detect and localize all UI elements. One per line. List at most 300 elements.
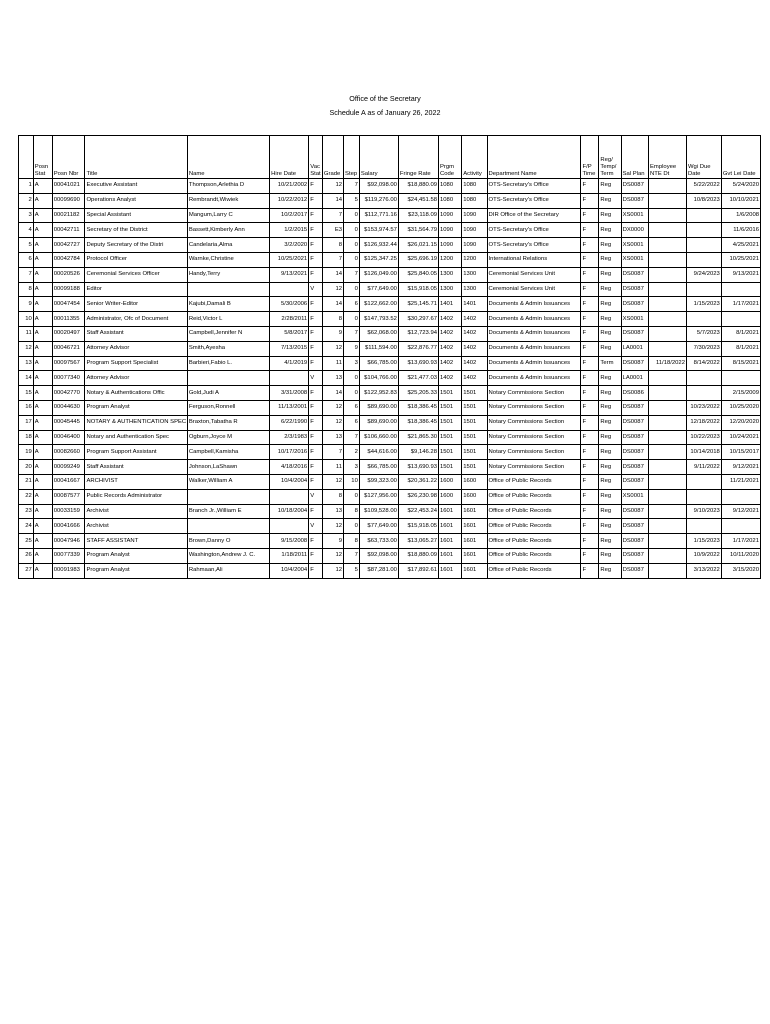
table-cell: A — [33, 238, 52, 253]
table-cell: 3 — [19, 208, 34, 223]
table-cell: F — [581, 430, 599, 445]
table-cell: F — [581, 208, 599, 223]
table-cell: 5 — [344, 193, 360, 208]
table-cell: F — [581, 548, 599, 563]
table-cell: DS0087 — [621, 415, 648, 430]
table-cell: Reg — [599, 282, 621, 297]
table-cell: F — [581, 223, 599, 238]
table-cell: Notary & Authentications Offic — [85, 386, 187, 401]
table-cell: $23,118.09 — [398, 208, 438, 223]
table-cell: DS0087 — [621, 445, 648, 460]
table-cell: 0 — [344, 223, 360, 238]
column-header: Prgm Code — [439, 136, 462, 179]
table-cell: 1 — [19, 179, 34, 194]
table-cell: F — [581, 326, 599, 341]
table-cell: F — [309, 252, 323, 267]
table-cell: 00047454 — [52, 297, 85, 312]
table-cell: A — [33, 193, 52, 208]
column-header: Gvt Lei Date — [721, 136, 760, 179]
table-cell: DS0087 — [621, 563, 648, 578]
table-cell — [686, 371, 721, 386]
table-cell: A — [33, 548, 52, 563]
table-row — [19, 208, 761, 223]
table-cell: 1601 — [439, 563, 462, 578]
table-cell: Candelaria,Alma — [187, 238, 269, 253]
table-cell: 0 — [344, 489, 360, 504]
table-cell: OTS-Secretary's Office — [487, 193, 581, 208]
table-cell — [649, 415, 687, 430]
column-header: Step — [344, 136, 360, 179]
table-cell: F — [581, 563, 599, 578]
table-cell: 9 — [322, 534, 343, 549]
table-cell: 1601 — [462, 504, 487, 519]
table-cell: A — [33, 356, 52, 371]
table-row — [19, 519, 761, 534]
table-cell: F — [309, 223, 323, 238]
table-cell: 1300 — [439, 282, 462, 297]
table-cell: Reg — [599, 193, 621, 208]
table-cell: 10/25/2021 — [270, 252, 309, 267]
table-cell: 10/14/2018 — [686, 445, 721, 460]
table-cell: 12 — [322, 282, 343, 297]
table-cell: 1200 — [462, 252, 487, 267]
table-row — [19, 223, 761, 238]
table-cell: 00077340 — [52, 371, 85, 386]
table-cell: A — [33, 179, 52, 194]
table-cell: Administrator, Ofc of Document — [85, 312, 187, 327]
table-cell: DS0087 — [621, 400, 648, 415]
table-cell: Term — [599, 356, 621, 371]
table-cell: Reg — [599, 223, 621, 238]
table-cell: Notary and Authentication Spec — [85, 430, 187, 445]
table-cell: 00091983 — [52, 563, 85, 578]
table-cell: F — [581, 519, 599, 534]
table-cell: 9/15/2008 — [270, 534, 309, 549]
table-cell: 14 — [322, 193, 343, 208]
table-cell: 5/8/2017 — [270, 326, 309, 341]
table-cell: 1501 — [462, 460, 487, 475]
table-cell: 1/17/2021 — [721, 534, 760, 549]
table-cell: 1402 — [462, 371, 487, 386]
table-cell: 1501 — [439, 386, 462, 401]
table-cell: 8/1/2021 — [721, 341, 760, 356]
table-cell: F — [309, 445, 323, 460]
table-cell: 1/15/2023 — [686, 297, 721, 312]
table-cell: 1402 — [439, 341, 462, 356]
table-cell — [649, 386, 687, 401]
table-cell: 14 — [322, 297, 343, 312]
column-header: Hire Date — [270, 136, 309, 179]
table-cell: 9/24/2023 — [686, 267, 721, 282]
table-row — [19, 563, 761, 578]
table-cell: Documents & Admin Issuances — [487, 371, 581, 386]
table-cell: DS0087 — [621, 356, 648, 371]
table-cell: XS0001 — [621, 252, 648, 267]
table-cell: Walker,William A — [187, 474, 269, 489]
table-cell: 00042711 — [52, 223, 85, 238]
table-cell: 3/13/2022 — [686, 563, 721, 578]
table-cell: Staff Assistant — [85, 460, 187, 475]
table-cell: 1090 — [462, 208, 487, 223]
table-cell: $30,297.67 — [398, 312, 438, 327]
table-cell: Office of Public Records — [487, 534, 581, 549]
table-cell: 8 — [344, 504, 360, 519]
table-cell: $9,146.28 — [398, 445, 438, 460]
table-cell — [686, 223, 721, 238]
table-cell: 25 — [19, 534, 34, 549]
table-cell: Notary Commissions Section — [487, 400, 581, 415]
table-cell — [721, 489, 760, 504]
table-cell: 00046400 — [52, 430, 85, 445]
table-row — [19, 297, 761, 312]
table-cell: V — [309, 489, 323, 504]
table-cell: F — [581, 179, 599, 194]
table-cell: Reg — [599, 297, 621, 312]
table-cell: 00041021 — [52, 179, 85, 194]
table-header — [19, 136, 761, 179]
table-cell: 0 — [344, 371, 360, 386]
table-cell: 1601 — [439, 548, 462, 563]
table-cell: 10/11/2020 — [721, 548, 760, 563]
table-cell: $17,892.61 — [398, 563, 438, 578]
table-row — [19, 474, 761, 489]
table-row — [19, 179, 761, 194]
table-cell: $25,145.71 — [398, 297, 438, 312]
column-header: Reg/ Temp/ Term — [599, 136, 621, 179]
table-cell: 6 — [19, 252, 34, 267]
table-cell: 1402 — [462, 341, 487, 356]
table-cell: $126,049.00 — [359, 267, 398, 282]
table-cell: Program Analyst — [85, 548, 187, 563]
table-row — [19, 460, 761, 475]
table-cell: 1402 — [462, 356, 487, 371]
table-cell: 1402 — [439, 312, 462, 327]
table-cell: 9 — [322, 326, 343, 341]
table-row — [19, 445, 761, 460]
table-cell: 12 — [322, 415, 343, 430]
table-cell: 4 — [19, 223, 34, 238]
table-cell: 1200 — [439, 252, 462, 267]
table-cell: 00041667 — [52, 474, 85, 489]
table-cell: 2/15/2009 — [721, 386, 760, 401]
table-cell: $87,281.00 — [359, 563, 398, 578]
table-cell: F — [309, 208, 323, 223]
table-cell: DS0087 — [621, 474, 648, 489]
table-cell — [649, 312, 687, 327]
table-cell: Reg — [599, 548, 621, 563]
table-cell: 00042784 — [52, 252, 85, 267]
table-cell: Campbell,Jennifer N — [187, 326, 269, 341]
table-cell: DIR Office of the Secretary — [487, 208, 581, 223]
table-cell: A — [33, 208, 52, 223]
table-cell: 1/17/2021 — [721, 297, 760, 312]
table-cell: A — [33, 312, 52, 327]
table-cell: F — [581, 460, 599, 475]
table-cell: 4/25/2021 — [721, 238, 760, 253]
table-cell: 13 — [322, 371, 343, 386]
table-cell: 13 — [322, 430, 343, 445]
table-cell: $63,733.00 — [359, 534, 398, 549]
table-cell: 1090 — [462, 238, 487, 253]
table-cell — [649, 179, 687, 194]
table-cell: 1300 — [439, 267, 462, 282]
table-cell: A — [33, 504, 52, 519]
table-cell — [686, 208, 721, 223]
table-cell: 12 — [322, 548, 343, 563]
table-row — [19, 356, 761, 371]
table-cell: Editor — [85, 282, 187, 297]
table-cell: Office of Public Records — [487, 548, 581, 563]
table-cell: Kajubi,Damali B — [187, 297, 269, 312]
table-cell: 00020526 — [52, 267, 85, 282]
table-cell: 3 — [344, 356, 360, 371]
table-cell: Executive Assistant — [85, 179, 187, 194]
table-cell: Reg — [599, 386, 621, 401]
table-cell: DS0086 — [621, 386, 648, 401]
table-cell — [649, 563, 687, 578]
table-cell: 12 — [322, 341, 343, 356]
table-cell: 1300 — [462, 267, 487, 282]
table-cell: 1402 — [439, 326, 462, 341]
table-cell: Staff Assistant — [85, 326, 187, 341]
table-cell: $153,974.57 — [359, 223, 398, 238]
table-cell: DS0087 — [621, 430, 648, 445]
table-cell — [649, 474, 687, 489]
table-row — [19, 193, 761, 208]
table-cell: Documents & Admin Issuances — [487, 312, 581, 327]
table-cell: 1080 — [439, 179, 462, 194]
table-cell: F — [581, 312, 599, 327]
table-cell — [686, 474, 721, 489]
table-cell: $20,361.22 — [398, 474, 438, 489]
schedule-table — [18, 135, 761, 579]
table-cell: 00020497 — [52, 326, 85, 341]
table-cell: 23 — [19, 504, 34, 519]
table-cell: 1/15/2023 — [686, 534, 721, 549]
table-cell: Operations Analyst — [85, 193, 187, 208]
table-cell: $22,453.24 — [398, 504, 438, 519]
table-cell: F — [581, 400, 599, 415]
table-row — [19, 252, 761, 267]
table-cell: 10/22/2023 — [686, 430, 721, 445]
table-cell — [721, 371, 760, 386]
table-cell: 2 — [19, 193, 34, 208]
table-cell: Reg — [599, 312, 621, 327]
table-cell: F — [581, 282, 599, 297]
table-cell: $122,662.00 — [359, 297, 398, 312]
table-cell: F — [309, 238, 323, 253]
table-cell: Deputy Secretary of the Distri — [85, 238, 187, 253]
table-cell: 10/23/2022 — [686, 400, 721, 415]
table-cell — [649, 208, 687, 223]
table-cell: 3/31/2008 — [270, 386, 309, 401]
table-cell: $66,785.00 — [359, 460, 398, 475]
table-cell — [686, 312, 721, 327]
table-cell: 7 — [344, 430, 360, 445]
column-header: Posn Nbr — [52, 136, 85, 179]
table-cell: 7 — [322, 252, 343, 267]
table-cell: $109,528.00 — [359, 504, 398, 519]
table-cell: 1501 — [462, 445, 487, 460]
column-header: Vac Stat — [309, 136, 323, 179]
table-cell: F — [581, 534, 599, 549]
table-cell: 8 — [322, 238, 343, 253]
table-cell: $62,068.00 — [359, 326, 398, 341]
table-cell: Program Support Specialist — [85, 356, 187, 371]
table-cell: 8 — [322, 312, 343, 327]
table-cell — [187, 519, 269, 534]
table-cell: 12 — [322, 519, 343, 534]
column-header: Sal Plan — [621, 136, 648, 179]
table-cell: Reid,Victor L — [187, 312, 269, 327]
table-cell: 1600 — [439, 489, 462, 504]
table-cell: 1501 — [439, 460, 462, 475]
table-cell: $127,956.00 — [359, 489, 398, 504]
table-cell — [649, 430, 687, 445]
table-cell: LA0001 — [621, 371, 648, 386]
table-cell: Smith,Ayesha — [187, 341, 269, 356]
table-cell — [686, 519, 721, 534]
table-cell: Barbieri,Fabio L. — [187, 356, 269, 371]
table-cell: 10/2/2017 — [270, 208, 309, 223]
table-cell — [187, 371, 269, 386]
table-cell: 1501 — [462, 386, 487, 401]
table-cell: Notary Commissions Section — [487, 430, 581, 445]
table-cell — [686, 282, 721, 297]
table-cell: OTS-Secretary's Office — [487, 238, 581, 253]
table-cell: 10 — [344, 474, 360, 489]
table-cell: Brown,Danny O — [187, 534, 269, 549]
table-cell: 10/17/2016 — [270, 445, 309, 460]
column-header: Activity — [462, 136, 487, 179]
table-cell: Mangum,Larry C — [187, 208, 269, 223]
table-cell: $24,451.58 — [398, 193, 438, 208]
table-cell: F — [309, 386, 323, 401]
table-cell: 1090 — [462, 223, 487, 238]
table-cell: Johnson,LaShawn — [187, 460, 269, 475]
table-cell: Office of Public Records — [487, 489, 581, 504]
table-cell: 1600 — [439, 474, 462, 489]
table-cell: $89,690.00 — [359, 415, 398, 430]
table-cell: $77,649.00 — [359, 282, 398, 297]
table-cell: 1080 — [462, 193, 487, 208]
table-cell: A — [33, 400, 52, 415]
table-cell: $15,918.05 — [398, 519, 438, 534]
table-cell: F — [581, 504, 599, 519]
table-cell: Reg — [599, 371, 621, 386]
table-cell — [270, 519, 309, 534]
table-cell: 11 — [322, 460, 343, 475]
table-cell: A — [33, 474, 52, 489]
table-cell: Reg — [599, 504, 621, 519]
table-cell: Reg — [599, 474, 621, 489]
table-cell: 20 — [19, 460, 34, 475]
table-cell: 12 — [322, 179, 343, 194]
table-cell: Reg — [599, 341, 621, 356]
table-cell: $44,616.00 — [359, 445, 398, 460]
table-cell: F — [309, 341, 323, 356]
table-cell: DS0087 — [621, 460, 648, 475]
table-cell: 14 — [322, 267, 343, 282]
table-cell: 10/21/2002 — [270, 179, 309, 194]
table-cell: 9/12/2021 — [721, 460, 760, 475]
table-cell: 14 — [19, 371, 34, 386]
table-cell: $13,690.93 — [398, 460, 438, 475]
table-cell: F — [581, 415, 599, 430]
table-cell: $25,696.19 — [398, 252, 438, 267]
table-cell: Reg — [599, 445, 621, 460]
table-cell: Documents & Admin Issuances — [487, 297, 581, 312]
table-cell: 9/13/2021 — [270, 267, 309, 282]
table-cell: $22,876.77 — [398, 341, 438, 356]
table-cell: 9/13/2021 — [721, 267, 760, 282]
table-cell: A — [33, 534, 52, 549]
table-body — [19, 179, 761, 579]
table-cell: 7 — [344, 548, 360, 563]
table-cell: 00097567 — [52, 356, 85, 371]
table-cell: 00099249 — [52, 460, 85, 475]
table-cell: Bassett,Kimberly Ann — [187, 223, 269, 238]
table-cell: F — [581, 356, 599, 371]
table-cell: 1090 — [439, 223, 462, 238]
table-cell: 0 — [344, 519, 360, 534]
table-cell: 12 — [322, 400, 343, 415]
table-cell: $13,690.93 — [398, 356, 438, 371]
table-cell: Program Analyst — [85, 400, 187, 415]
table-cell: DS0087 — [621, 519, 648, 534]
header-row — [19, 136, 761, 179]
table-cell: DS0087 — [621, 297, 648, 312]
table-cell — [649, 519, 687, 534]
table-cell: A — [33, 341, 52, 356]
table-cell: Reg — [599, 489, 621, 504]
table-cell: 6 — [344, 415, 360, 430]
table-cell: 8 — [19, 282, 34, 297]
table-cell: DS0087 — [621, 534, 648, 549]
table-cell: 1501 — [439, 415, 462, 430]
table-row — [19, 430, 761, 445]
table-cell: 0 — [344, 312, 360, 327]
table-cell: XS0001 — [621, 208, 648, 223]
table-cell: Branch Jr.,William E — [187, 504, 269, 519]
table-cell: $21,865.30 — [398, 430, 438, 445]
table-cell: Handy,Terry — [187, 267, 269, 282]
column-header: Department Name — [487, 136, 581, 179]
table-cell: 17 — [19, 415, 34, 430]
table-cell: Reg — [599, 400, 621, 415]
table-row — [19, 238, 761, 253]
table-cell: XS0001 — [621, 238, 648, 253]
table-cell: 12 — [322, 563, 343, 578]
table-row — [19, 548, 761, 563]
table-cell: Reg — [599, 179, 621, 194]
table-cell: Reg — [599, 519, 621, 534]
table-cell — [721, 519, 760, 534]
table-cell: 00033159 — [52, 504, 85, 519]
table-cell: 00046721 — [52, 341, 85, 356]
table-cell: 24 — [19, 519, 34, 534]
table-cell: STAFF ASSISTANT — [85, 534, 187, 549]
table-cell — [187, 489, 269, 504]
column-header: Name — [187, 136, 269, 179]
table-row — [19, 326, 761, 341]
table-row — [19, 312, 761, 327]
table-cell — [270, 282, 309, 297]
table-row — [19, 267, 761, 282]
table-cell: 1/6/2008 — [721, 208, 760, 223]
table-cell: DS0087 — [621, 326, 648, 341]
table-cell: Public Records Administrator — [85, 489, 187, 504]
